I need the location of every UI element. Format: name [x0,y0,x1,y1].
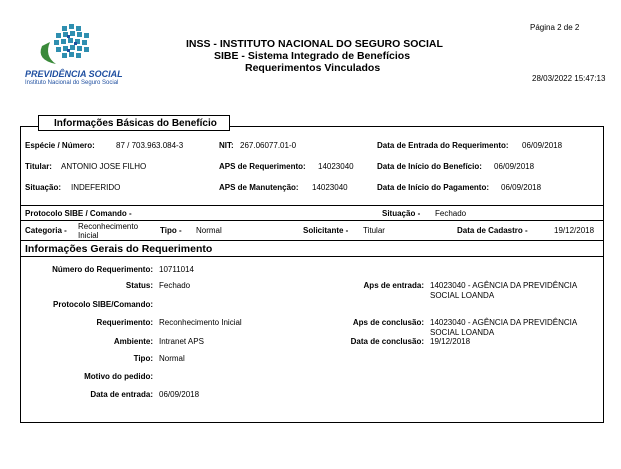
data-cadastro-label: Data de Cadastro - [457,226,528,235]
categoria-value-1: Reconhecimento [78,222,139,231]
categoria-value-2: Inicial [78,231,99,240]
ambiente-label: Ambiente: [113,337,153,346]
protocol-top-line [20,205,603,206]
aps-req-label: APS de Requerimento: [219,162,306,171]
data-pag-label: Data de Início do Pagamento: [377,183,490,192]
header-title-1: INSS - INSTITUTO NACIONAL DO SEGURO SOCIAL [186,38,443,50]
data-conclusao-value: 19/12/2018 [430,337,471,346]
status-label: Status: [125,281,153,290]
aps-entrada-value-1: 14023040 - AGÊNCIA DA PREVIDÊNCIA [430,281,578,290]
data-entrada-req-label: Data de entrada: [90,390,153,399]
frame-bottom-line [20,422,604,423]
motivo-label: Motivo do pedido: [84,372,153,381]
protocolo-comando-label: Protocolo SIBE/Comando: [53,300,153,309]
data-entrada-label: Data de Entrada do Requerimento: [377,141,509,150]
especie-label: Espécie / Número: [25,141,95,150]
requerimento-label: Requerimento: [96,318,153,327]
protocol-situacao-label: Situação - [382,209,421,218]
nit-value: 267.06077.01-0 [240,141,297,150]
data-pag-value: 06/09/2018 [501,183,542,192]
status-value: Fechado [159,281,191,290]
general-section-title: Informações Gerais do Requerimento [25,243,213,255]
titular-label: Titular: [25,162,52,171]
aps-entrada-value-2: SOCIAL LOANDA [430,291,495,300]
data-inicio-value: 06/09/2018 [494,162,535,171]
logo-name: PREVIDÊNCIA SOCIAL [25,69,123,79]
data-inicio-label: Data de Início do Benefício: [377,162,482,171]
aps-req-value: 14023040 [318,162,354,171]
protocolo-label: Protocolo SIBE / Comando - [25,209,132,218]
nit-label: NIT: [219,141,234,150]
protocol-mid-line [20,220,603,221]
previdencia-logo-icon [22,20,132,70]
aps-man-value: 14023040 [312,183,348,192]
titular-value: ANTONIO JOSE FILHO [61,162,147,171]
situacao-value: INDEFERIDO [71,183,121,192]
categoria-label: Categoria - [25,226,67,235]
aps-conclusao-value-1: 14023040 - AGÊNCIA DA PREVIDÊNCIA [430,318,578,327]
protocol-situacao-value: Fechado [435,209,467,218]
general-title-line [20,256,603,257]
logo-subtitle: Instituto Nacional do Seguro Social [25,80,119,86]
aps-man-label: APS de Manutenção: [219,183,299,192]
logo [22,20,132,90]
solicitante-label: Solicitante - [303,226,349,235]
header-title-2: SIBE - Sistema Integrado de Benefícios [214,50,411,62]
tipo-req-label: Tipo: [133,354,153,363]
basic-section-title: Informações Básicas do Benefício [54,118,217,129]
data-entrada-value: 06/09/2018 [522,141,563,150]
tipo-value: Normal [196,226,222,235]
tipo-req-value: Normal [159,354,185,363]
aps-entrada-label: Aps de entrada: [363,281,424,290]
category-bottom-line [20,240,603,241]
numero-value: 10711014 [159,265,194,274]
ambiente-value: Intranet APS [159,337,204,346]
especie-value: 87 / 703.963.084-3 [116,141,184,150]
aps-conclusao-label: Aps de conclusão: [352,318,424,327]
page-number: Página 2 de 2 [530,23,580,32]
basic-section-title-box [38,115,230,131]
header-title-3: Requerimentos Vinculados [245,62,381,74]
situacao-label: Situação: [25,183,62,192]
data-cadastro-value: 19/12/2018 [554,226,595,235]
aps-conclusao-value-2: SOCIAL LOANDA [430,328,495,337]
solicitante-value: Titular [363,226,385,235]
numero-label: Número do Requerimento: [52,265,153,274]
data-entrada-req-value: 06/09/2018 [159,390,200,399]
data-conclusao-label: Data de conclusão: [350,337,424,346]
requerimento-value: Reconhecimento Inicial [159,318,242,327]
frame-right-line [603,126,604,422]
tipo-label: Tipo - [160,226,182,235]
print-datetime: 28/03/2022 15:47:13 [532,74,606,83]
